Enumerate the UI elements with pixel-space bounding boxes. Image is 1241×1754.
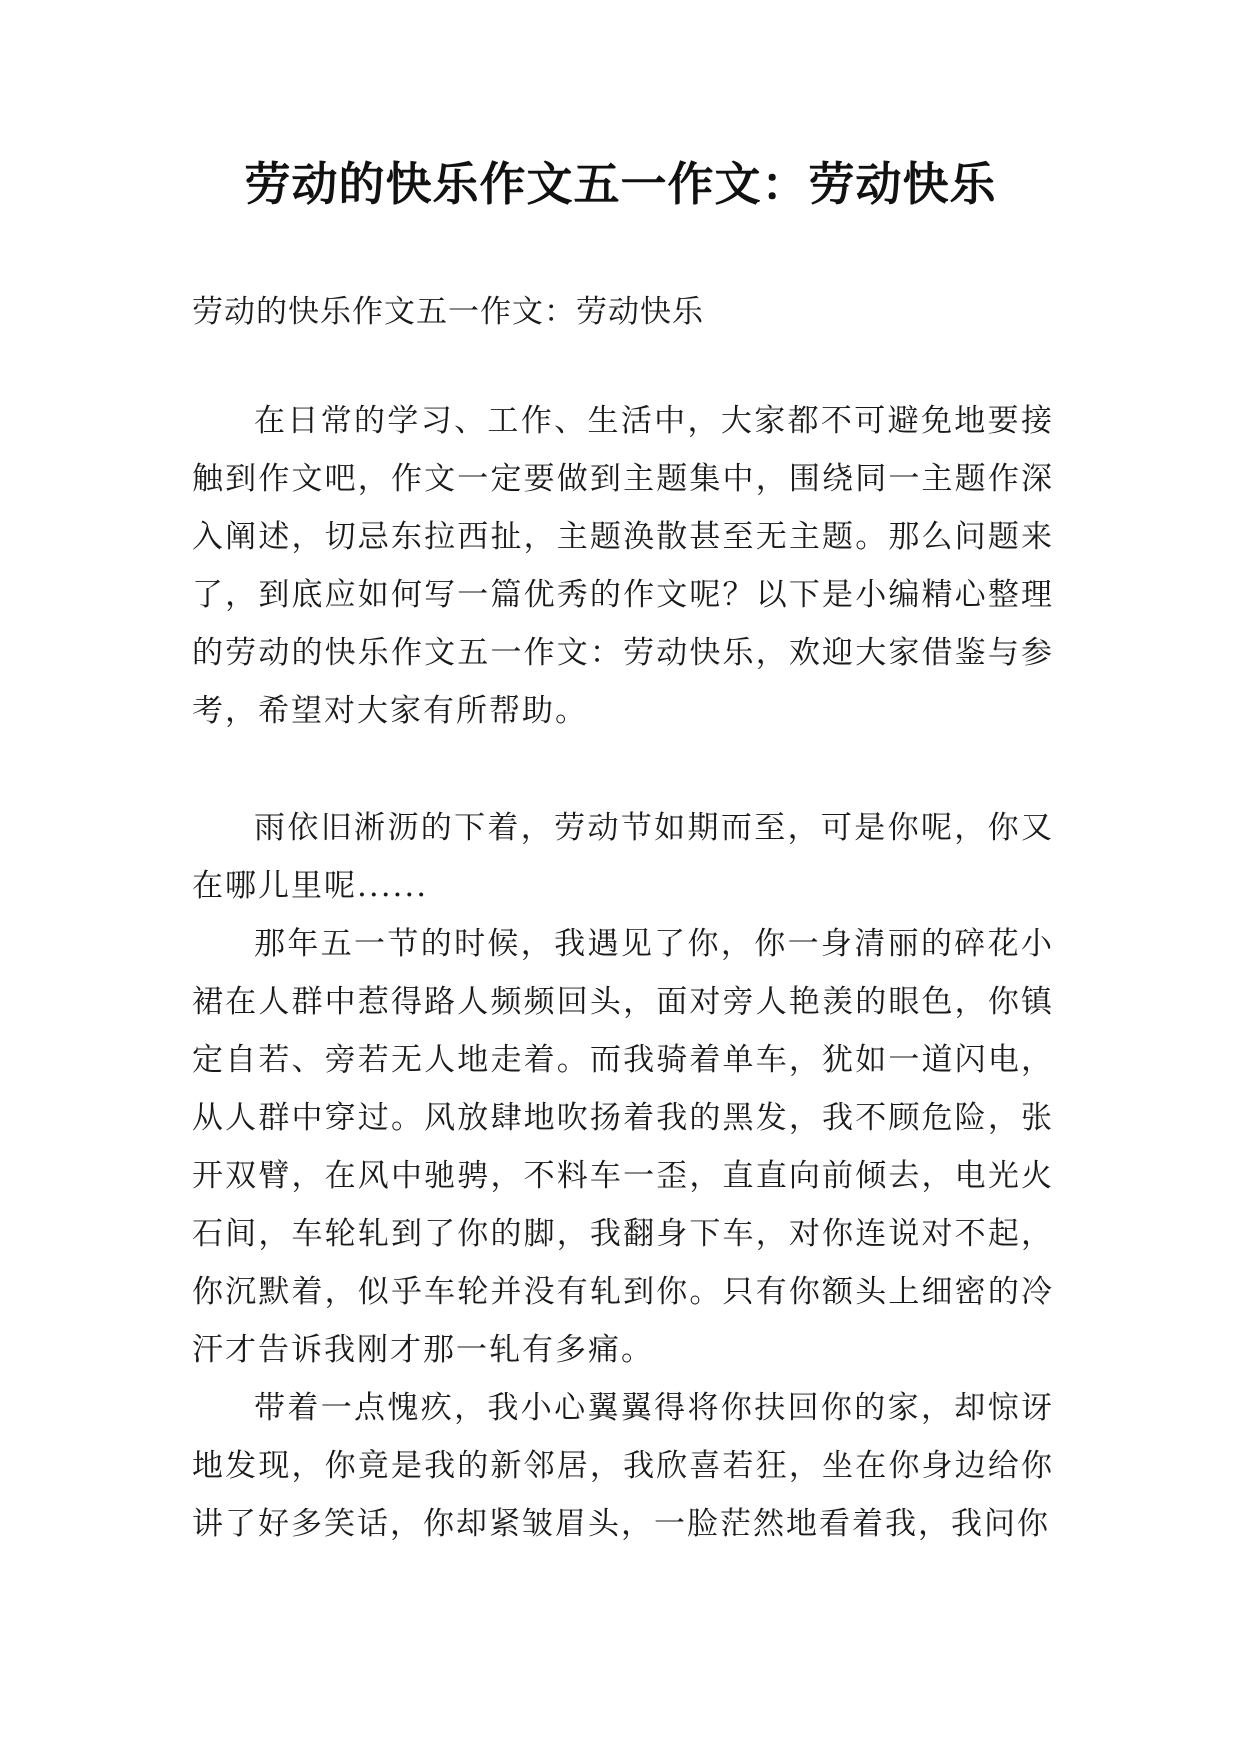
body-paragraph: 带着一点愧疚，我小心翼翼得将你扶回你的家，却惊讶地发现，你竟是我的新邻居，我欣喜若狂，坐在你身边给你讲了好多笑话，你却紧皱眉头，一脸茫然地看着我，我问你 [192,1390,1054,1542]
body-paragraph: 那年五一节的时候，我遇见了你，你一身清丽的碎花小裙在人群中惹得路人频频回头，面对旁人艳羡的眼色，你镇定自若、旁若无人地走着。而我骑着单车，犹如一道闪电，从人群中穿过。风放肆地吹扬着我的黑发，我不顾危险，张开双臂，在风中驰骋，不料车一歪，直直向前倾去，电光火石间，车轮轧到了你的脚，我翻身下车，对你连说对不起，你沉默着，似乎车轮并没有轧到你。只有你额头上细密的冷汗才告诉我刚才那一轧有多痛。 [192,926,1054,1368]
body-paragraph: 雨依旧淅沥的下着，劳动节如期而至，可是你呢，你又在哪儿里呢...... [192,810,1054,904]
intro-paragraph: 在日常的学习、工作、生活中，大家都不可避免地要接触到作文吧，作文一定要做到主题集中，围绕同一主题作深入阐述，切忌东拉西扯，主题涣散甚至无主题。那么问题来了，到底应如何写一篇优秀的作文呢？以下是小编精心整理的劳动的快乐作文五一作文：劳动快乐，欢迎大家借鉴与参考，希望对大家有所帮助。 [192,403,1054,729]
document-subtitle: 劳动的快乐作文五一作文：劳动快乐 [192,294,704,330]
document-title: 劳动的快乐作文五一作文：劳动快乐 [244,157,997,211]
document-body [192,283,1054,1553]
